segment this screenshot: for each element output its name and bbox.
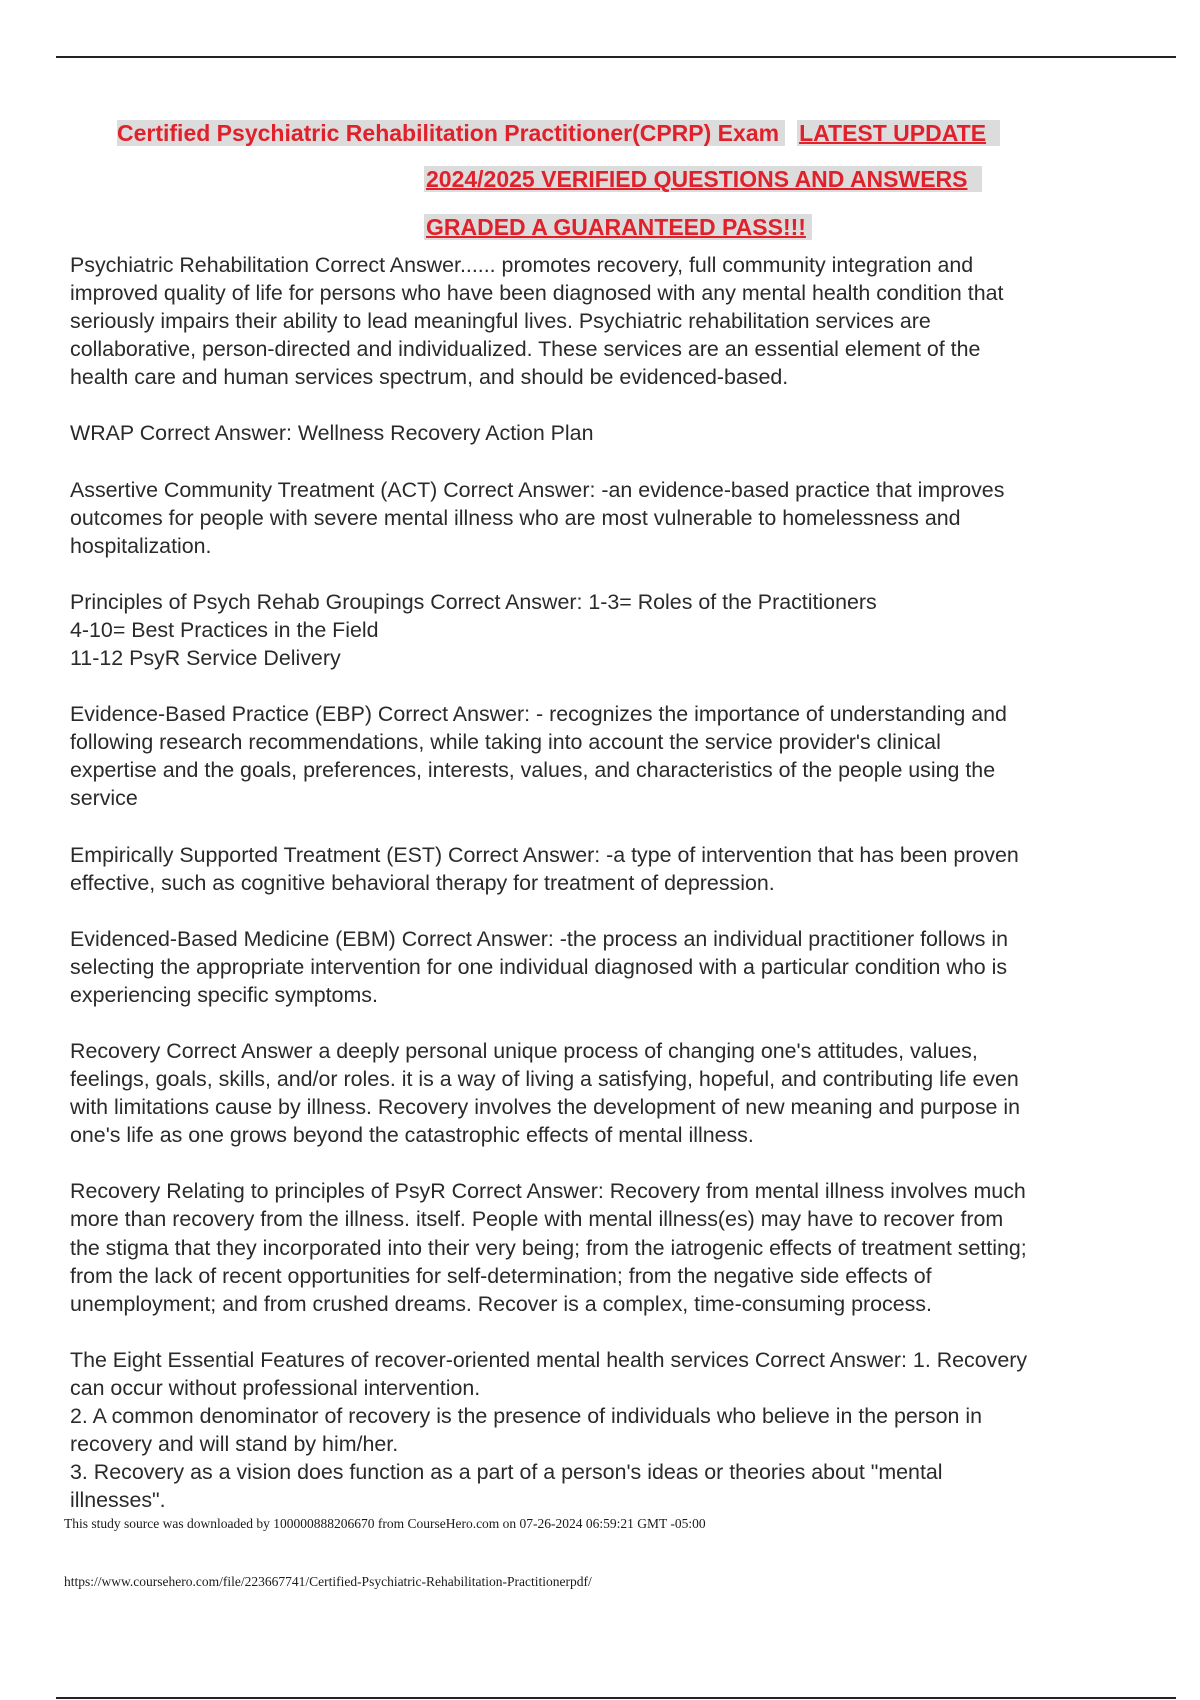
- qa-line: from the lack of recent opportunities for self-determination; from the negative side effects of: [70, 1263, 932, 1288]
- qa-line: 2. A common denominator of recovery is the presence of individuals who believe in the person in: [70, 1404, 982, 1428]
- qa-line: Recovery Correct Answer a deeply personal unique process of changing one's attitudes, values,: [70, 1038, 978, 1063]
- qa-line: health care and human services spectrum, and should be evidenced-based.: [70, 365, 789, 390]
- title-verified: 2024/2025 VERIFIED QUESTIONS AND ANSWERS: [426, 166, 968, 192]
- qa-line: feelings, goals, skills, and/or roles. it is a way of living a satisfying, hopeful, and contributing life even: [70, 1067, 1019, 1092]
- qa-line: Evidence-Based Practice (EBP) Correct Answer: - recognizes the importance of understanding and: [70, 702, 1007, 727]
- qa-line: collaborative, person-directed and individualized. These services are an essential element of the: [70, 337, 981, 362]
- qa-line: recovery and will stand by him/her.: [70, 1432, 399, 1457]
- qa-line: Evidenced-Based Medicine (EBM) Correct Answer: -the process an individual practitioner follows in: [70, 926, 1009, 951]
- qa-line: Recovery Relating to principles of PsyR Correct Answer: Recovery from mental illness involves much: [70, 1179, 1026, 1204]
- qa-line: Empirically Supported Treatment (EST) Correct Answer: -a type of intervention that has been proven: [70, 842, 1019, 867]
- qa-line: experiencing specific symptoms.: [70, 982, 378, 1007]
- qa-line: selecting the appropriate intervention for one individual diagnosed with a particular condition who is: [70, 954, 1008, 979]
- top-rule: [56, 56, 1176, 58]
- qa-entry: [70, 700, 1170, 812]
- qa-entry: [70, 1346, 1170, 1515]
- qa-line: 3. Recovery as a vision does function as a part of a person's ideas or theories about "mental: [70, 1460, 943, 1485]
- qa-entry: [70, 476, 1170, 560]
- qa-line: seriously impairs their ability to lead meaningful lives. Psychiatric rehabilitation services are: [70, 309, 931, 334]
- qa-line: Assertive Community Treatment (ACT) Correct Answer: -an evidence-based practice that improves: [70, 477, 1005, 502]
- title-line-3: [424, 210, 812, 244]
- qa-line: following research recommendations, while taking into account the service provider's clinical: [70, 730, 941, 755]
- qa-line: WRAP Correct Answer: Wellness Recovery Action Plan: [70, 421, 594, 446]
- qa-line: the stigma that they incorporated into their very being; from the iatrogenic effects of treatment setting;: [70, 1235, 1027, 1260]
- qa-entry: [70, 1177, 1170, 1317]
- qa-line: 4-10= Best Practices in the Field: [70, 617, 379, 642]
- document-body: [70, 251, 1170, 1542]
- title-line-2: [424, 162, 982, 196]
- qa-line: expertise and the goals, preferences, interests, values, and characteristics of the people using the: [70, 758, 996, 783]
- qa-line: unemployment; and from crushed dreams. Recover is a complex, time-consuming process.: [70, 1291, 932, 1316]
- qa-entry: [70, 588, 1170, 672]
- title-latest-update: LATEST UPDATE: [799, 120, 987, 146]
- bottom-rule: [56, 1697, 1176, 1699]
- title-graded: GRADED A GUARANTEED PASS!!!: [426, 214, 806, 240]
- qa-line: can occur without professional intervention.: [70, 1375, 481, 1400]
- title-line-1: [117, 116, 1000, 150]
- qa-entry: [70, 1037, 1170, 1149]
- qa-line: Psychiatric Rehabilitation Correct Answer...... promotes recovery, full community integration and: [70, 253, 974, 277]
- qa-entry: [70, 251, 1170, 391]
- source-url[interactable]: https://www.coursehero.com/file/223667741/Certified-Psychiatric-Rehabilitation-Practitionerpdf/: [64, 1574, 592, 1589]
- qa-line: service: [70, 786, 138, 811]
- qa-line: one's life as one grows beyond the catastrophic effects of mental illness.: [70, 1123, 754, 1148]
- title-main: Certified Psychiatric Rehabilitation Practitioner(CPRP) Exam: [117, 120, 785, 146]
- qa-line: improved quality of life for persons who have been diagnosed with any mental health condition that: [70, 281, 1004, 306]
- qa-line: more than recovery from the illness. itself. People with mental illness(es) may have to recover from: [70, 1207, 1004, 1232]
- download-notice: This study source was downloaded by 100000888206670 from CourseHero.com on 07-26-2024 06:59:21 GMT -05:00: [64, 1516, 706, 1531]
- qa-line: with limitations cause by illness. Recovery involves the development of new meaning and purpose in: [70, 1095, 1021, 1120]
- qa-line: outcomes for people with severe mental illness who are most vulnerable to homelessness and: [70, 505, 961, 530]
- qa-entry: [70, 925, 1170, 1009]
- qa-entry: [70, 419, 1170, 447]
- qa-line: The Eight Essential Features of recover-oriented mental health services Correct Answer: 1. Recovery: [70, 1347, 1028, 1372]
- qa-line: Principles of Psych Rehab Groupings Correct Answer: 1-3= Roles of the Practitioners: [70, 589, 877, 614]
- qa-line: illnesses".: [70, 1488, 166, 1513]
- qa-line: hospitalization.: [70, 533, 212, 558]
- qa-line: 11-12 PsyR Service Delivery: [70, 646, 341, 671]
- qa-entry: [70, 841, 1170, 897]
- qa-line: effective, such as cognitive behavioral therapy for treatment of depression.: [70, 870, 775, 895]
